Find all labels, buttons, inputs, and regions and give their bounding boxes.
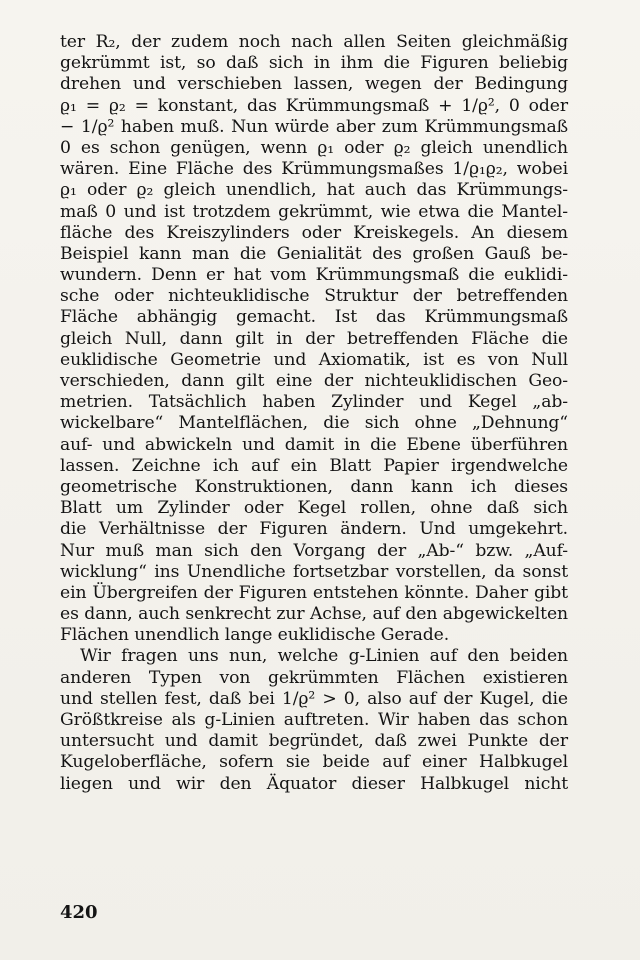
text-line: Nur muß man sich den Vorgang der „Ab-“ bzw. „Auf- xyxy=(60,540,568,561)
text-line: fläche des Kreiszylinders oder Kreiskegels. An diesem xyxy=(60,222,568,243)
text-line: auf- und abwickeln und damit in die Ebene überführen xyxy=(60,434,568,455)
text-line: wundern. Denn er hat vom Krümmungsmaß die euklidi- xyxy=(60,265,568,286)
text-line: liegen und wir den Äquator dieser Halbkugel nicht xyxy=(60,773,568,794)
text-line: die Verhältnisse der Figuren ändern. Und umgekehrt. xyxy=(60,519,568,540)
text-line: ϱ₁ = ϱ₂ = konstant, das Krümmungsmaß + 1/ϱ², 0 oder xyxy=(60,95,568,116)
page-number: 420 xyxy=(60,902,98,923)
paragraph-end-line: Flächen unendlich lange euklidische Gerade. xyxy=(60,625,450,646)
text-line: anderen Typen von gekrümmten Flächen existieren xyxy=(60,667,568,688)
text-line: gekrümmt ist, so daß sich in ihm die Figuren beliebig xyxy=(60,53,568,74)
text-line: ein Übergreifen der Figuren entstehen könnte. Daher gibt xyxy=(60,582,568,603)
text-line: Beispiel kann man die Genialität des großen Gauß be- xyxy=(60,243,568,264)
text-line: euklidische Geometrie und Axiomatik, ist es von Null xyxy=(60,349,568,370)
paragraph-start-line: Wir fragen uns nun, welche g-Linien auf den beiden xyxy=(80,646,568,667)
text-line: wicklung“ ins Unendliche fortsetzbar vorstellen, da sonst xyxy=(60,561,568,582)
text-line: sche oder nichteuklidische Struktur der betreffenden xyxy=(60,286,568,307)
text-line: drehen und verschieben lassen, wegen der Bedingung xyxy=(60,74,568,95)
text-line: Fläche abhängig gemacht. Ist das Krümmungsmaß xyxy=(60,307,568,328)
text-line: Größtkreise als g-Linien auftreten. Wir haben das schon xyxy=(60,710,568,730)
body-text xyxy=(60,32,568,795)
text-line: maß 0 und ist trotzdem gekrümmt, wie etwa die Mantel- xyxy=(60,201,568,222)
text-line: verschieden, dann gilt eine der nichteuklidischen Geo- xyxy=(60,371,568,391)
text-line: ϱ₁ oder ϱ₂ gleich unendlich, hat auch das Krümmungs- xyxy=(60,180,568,201)
text-line: wären. Eine Fläche des Krümmungsmaßes 1/ϱ₁ϱ₂, wobei xyxy=(60,159,568,180)
text-line: ter R₂, der zudem noch nach allen Seiten gleichmäßig xyxy=(60,32,568,52)
text-line: gleich Null, dann gilt in der betreffenden Fläche die xyxy=(60,328,568,349)
text-line: geometrische Konstruktionen, dann kann ich dieses xyxy=(60,476,568,497)
text-line: untersucht und damit begründet, daß zwei Punkte der xyxy=(60,731,568,752)
text-line: metrien. Tatsächlich haben Zylinder und Kegel „ab- xyxy=(60,392,568,413)
text-line: lassen. Zeichne ich auf ein Blatt Papier irgendwelche xyxy=(60,455,568,476)
text-line: wickelbare“ Mantelflächen, die sich ohne „Dehnung“ xyxy=(60,413,568,434)
text-line: und stellen fest, daß bei 1/ϱ² > 0, also auf der Kugel, die xyxy=(60,688,568,709)
text-line: 0 es schon genügen, wenn ϱ₁ oder ϱ₂ gleich unendlich xyxy=(60,137,568,158)
text-line: Blatt um Zylinder oder Kegel rollen, ohne daß sich xyxy=(60,498,568,519)
text-line: − 1/ϱ² haben muß. Nun würde aber zum Krümmungsmaß xyxy=(60,116,568,137)
text-line: Kugeloberfläche, sofern sie beide auf einer Halbkugel xyxy=(60,752,568,773)
text-line: es dann, auch senkrecht zur Achse, auf den abgewickelten xyxy=(60,604,568,625)
